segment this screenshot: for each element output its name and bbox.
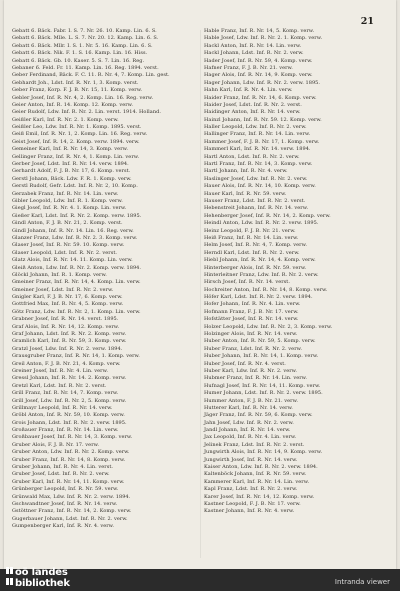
list-entry: Gruber Josef, Ldst. Inf. R. Nr. 2. verw. [12, 471, 110, 478]
list-entry: Jäger Franz, Inf. R. Nr. 59, 6. Komp. verw. [204, 412, 313, 419]
list-entry: Geber Franz, Korp. F. J. B. Nr. 15, 11. Komp. verw. [12, 87, 143, 94]
list-entry: Gerstl Johann, Bäck. Ldw. F. R. 1. Komp. verw. [12, 175, 132, 182]
list-entry: Karer Josef, Inf. R. Nr. 14, 12. Komp. verw. [204, 493, 315, 500]
list-entry: Gleiß Anton, Ldw. Inf. R. Nr. 2. Komp. verw. 1894. [12, 264, 142, 271]
list-entry: Gebatt 6. Bäck. Gb. 10. Kaser. 5. S. 7. Lin. 16. Reg. [12, 57, 145, 64]
list-entry: Hebenstreit Johann, Inf. R. Nr. 14. verw. [204, 205, 309, 212]
list-entry: Graf Alois, Inf. R. Nr. 14, 12. Komp. verw. [12, 323, 120, 330]
list-entry: Grois Johann, Ldst. Inf. R. Nr. 2. verw. 1895. [12, 419, 127, 426]
list-entry: Grabner Josef, Inf. R. Nr. 14. verst. 1895. [12, 316, 119, 323]
list-entry: Hauser Franz, Ldst. Inf. R. Nr. 2. verst. [204, 197, 306, 204]
list-entry: Hofstätter Josef, Inf. R. Nr. 14. verw. [204, 316, 299, 323]
list-entry: Hader Josef, Inf. R. Nr. 59, 4. Komp. verw. [204, 57, 313, 64]
list-entry: Kastner Johann, Inf. R. Nr. 4. verw. [204, 508, 295, 515]
list-entry: Haidinger Anton, Inf. R. Nr. 14. verw. [204, 109, 301, 116]
list-entry: Hummer Anton, F. J. B. Nr. 21. verw. [204, 397, 298, 404]
list-entry: Hable Franz, Inf. R. Nr. 14, 5. Komp. verw. [204, 28, 315, 34]
list-entry: Großauer Franz, Inf. R. Nr. 14. Lin. verw. [12, 427, 119, 434]
list-entry: Gruber Anton, Ldw. Inf. R. Nr. 2. Komp. verw. [12, 449, 130, 456]
column-gutter [200, 30, 201, 558]
list-entry: Greiner Josef, Inf. R. Nr. 4. Lin. verw. [12, 367, 109, 374]
list-entry: Gebatt 6. Bäck. Fabr. I. S. 7. Nr. 26. 10. Kamp. Lin. 6. S. [12, 28, 157, 34]
list-entry: Gebler Josef, Inf. R. Nr. 4, 2. Komp. Lin. 16. Reg. verw. [12, 94, 154, 101]
list-entry: Hofmann Franz, F. J. B. Nr. 17. verw. [204, 308, 299, 315]
list-entry: Gmeiner Josef, Ldst. Inf. R. Nr. 2. verw. [12, 286, 114, 293]
list-entry: Grausgruber Franz, Inf. R. Nr. 14, 1. Komp. verw. [12, 353, 140, 360]
right-column [204, 28, 380, 516]
list-entry: Hiebl Johann, Inf. R. Nr. 14, 4. Komp. verw. [204, 257, 316, 264]
list-entry: Humer Johann, Ldst. Inf. R. Nr. 2. verw. 1895. [204, 390, 323, 397]
list-entry: Haider Josef, Ldst. Inf. R. Nr. 2. verst. [204, 101, 302, 108]
list-entry: Hager Alois, Inf. R. Nr. 14, 9. Komp. verw. [204, 72, 313, 79]
list-entry: Hubmer Franz, Inf. R. Nr. 14. Lin. verw. [204, 375, 308, 382]
list-entry: Grill Josef, Ldw. Inf. R. Nr. 2, 5. Komp. verw. [12, 397, 127, 404]
list-entry: Gindl Anton, F. J. B. Nr. 21, 2. Komp. verst. [12, 220, 123, 227]
list-entry: Haller Leopold, Ldw. Inf. R. Nr. 2. verw. [204, 124, 307, 131]
list-entry: Gindl Johann, Inf. R. Nr. 14. Lin. 16. Reg. verw. [12, 227, 134, 234]
list-entry: Jandl Johann, Inf. R. Nr. 14. verw. [204, 427, 291, 434]
list-entry: Gießer Karl, Ldst. Inf. R. Nr. 2. Komp. verw. 1895. [12, 212, 142, 219]
list-entry: Hauer Alois, Inf. R. Nr. 14, 10. Komp. verw. [204, 183, 316, 190]
list-entry: Hochreiter Anton, Inf. R. Nr. 14, 8. Komp. verw. [204, 286, 328, 293]
list-entry: Holzer Leopold, Ldw. Inf. R. Nr. 2, 3. Komp. verw. [204, 323, 333, 330]
list-entry: Gugerbauer Johann, Ldst. Inf. R. Nr. 2. verw. [12, 515, 128, 522]
list-entry: Gruber Karl, Inf. R. Nr. 14, 11. Komp. verw. [12, 478, 125, 485]
list-entry: Jelinek Franz, Ldst. Inf. R. Nr. 2. verst. [204, 441, 305, 448]
list-entry: Kaiser Anton, Ldw. Inf. R. Nr. 2. verw. 1894. [204, 464, 318, 471]
list-entry: Grill Franz, Inf. R. Nr. 14, 7. Komp. verw. [12, 390, 119, 397]
list-entry: Gibler Leopold, Ldw. Inf. R. 1. Komp. verw. [12, 197, 123, 204]
list-entry: Giegl Josef, Inf. R. Nr. 4. 1. Komp. Lin. verw. [12, 205, 127, 212]
list-entry: Gruber Johann, Inf. R. Nr. 4. Lin. verst. [12, 464, 114, 471]
list-entry: Holzinger Alois, Inf. R. Nr. 14. verw. [204, 331, 298, 338]
list-entry: Hager Johann, Ldw. Inf. R. Nr. 2. verw. 1895. [204, 79, 321, 86]
list-entry: Gebatt 6. Bäck. Mlle. L. S. 7. Nr. 20. 12. Kamp. Lin. 6. S. [12, 35, 159, 42]
list-entry: Gruber Franz, Inf. R. Nr. 14, 8. Komp. verw. [12, 456, 126, 463]
list-entry: Hainzl Johann, Inf. R. Nr. 59. 12. Komp. verw. [204, 116, 322, 123]
viewer-label: Intranda viewer [334, 578, 390, 586]
list-entry: Kapl Franz, Ldst. Inf. R. Nr. 2. verw. [204, 486, 298, 493]
left-column [12, 28, 188, 531]
scanned-page [4, 0, 396, 570]
list-entry: Glaser Josef, Inf. R. Nr. 59. 10. Komp. verw. [12, 242, 125, 249]
list-entry: Gebatt 6. Bäck. Nik. F. 1. S. 16. Kamp. Lin. 16. Hiss. [12, 50, 148, 57]
list-entry: Hinterberger Alois, Inf. R. Nr. 59. verw. [204, 264, 307, 271]
logo-mark-icon [6, 567, 13, 574]
list-entry: Herndl Karl, Ldst. Inf. R. Nr. 2. verw. [204, 249, 300, 256]
list-entry: Gumpenberger Karl, Inf. R. Nr. 4. verw. [12, 523, 115, 530]
list-entry: Hartl Johann, Inf. R. Nr. 4. verw. [204, 168, 288, 175]
list-entry: Helm Josef, Inf. R. Nr. 4, 7. Komp. verw. [204, 242, 307, 249]
list-entry: Heinz Leopold, F. J. B. Nr. 21. verw. [204, 227, 296, 234]
logo-text-line1: oö landes [15, 567, 68, 578]
viewer-footer [0, 569, 400, 591]
list-entry: Hahn Karl, Inf. R. Nr. 4. Lin. verw. [204, 87, 293, 94]
list-entry: Glöckl Johann, Inf. R. 1. Komp. verw. [12, 271, 107, 278]
list-entry: Hutterer Karl, Inf. R. Nr. 14. verw. [204, 404, 293, 411]
list-entry: Hartl Franz, Inf. R. Nr. 14, 3. Komp. verw. [204, 161, 313, 168]
list-entry: Gebhardt Joh., Ldst. Inf. R. Nr. 1, 3. Komp. verst. [12, 79, 139, 86]
list-entry: Geier Rudolf, Ldw. Inf. R. Nr. 2. Lin. verst. 1914. Holland. [12, 109, 161, 116]
list-entry: Hehenberger Josef, Inf. R. Nr. 14, 2. Komp. verw. [204, 212, 331, 219]
list-entry: Gellinger Franz, Inf. R. Nr. 4, 1. Komp. Lin. verw. [12, 153, 140, 160]
list-entry: Jungwirth Josef, Inf. R. Nr. 14. verw. [204, 456, 298, 463]
list-entry: Graf Johann, Ldst. Inf. R. Nr. 2. Komp. verw. [12, 331, 127, 338]
list-entry: Glaser Leopold, Ldst. Inf. R. Nr. 2. verst. [12, 249, 118, 256]
list-entry: Gramlich Karl, Inf. R. Nr. 59, 3. Komp. verw. [12, 338, 127, 345]
list-entry: Geist Josef, Inf. R. 14, 2. Komp. verw. 1894. verw. [12, 138, 140, 145]
list-entry: Gratzl Josef, Ldw. Inf. R. Nr. 2. verw. 1894. [12, 345, 123, 352]
list-entry: Huber Anton, Inf. R. Nr. 59, 5. Komp. verw. [204, 338, 316, 345]
list-entry: Gottfried Max, Inf. R. Nr. 4, 5. Komp. verw. [12, 301, 124, 308]
list-entry: Gruber Alois, F. J. B. Nr. 17. verw. [12, 441, 100, 448]
list-entry: Hallinger Franz, Inf. R. Nr. 14. Lin. verw. [204, 131, 311, 138]
list-entry: Jax Leopold, Inf. R. Nr. 4. Lin. verw. [204, 434, 297, 441]
list-entry: Hammerl Karl, Inf. R. Nr. 14. verw. 1894. [204, 146, 311, 153]
list-entry: Jahn Josef, Ldw. Inf. R. Nr. 2. verw. [204, 419, 294, 426]
list-entry: Hinterleitner Franz, Ldw. Inf. R. Nr. 2. verw. [204, 271, 319, 278]
list-entry: Haider Franz, Inf. R. Nr. 14, 6. Komp. verw. [204, 94, 317, 101]
list-entry: Geiß Emil, Inf. R. Nr. 1, 2. Komp. Lin. 16. Reg. verw. [12, 131, 148, 138]
list-entry: Haslinger Josef, Ldw. Inf. R. Nr. 2. verw. [204, 175, 308, 182]
list-entry: Gnigler Karl, F. J. B. Nr. 17, 6. Komp. verw. [12, 294, 123, 301]
list-entry: Hammer Josef, F. J. B. Nr. 17, 1. Komp. verw. [204, 138, 320, 145]
list-entry: Gschwandtner Josef, Inf. R. Nr. 14. verw. [12, 501, 118, 507]
list-entry: Hufnagl Josef, Inf. R. Nr. 14, 11. Komp. verw. [204, 382, 321, 389]
list-entry: Hackl Johann, Ldst. Inf. R. Nr. 2. verw. [204, 50, 304, 57]
list-entry: Gröbl Anton, Inf. R. Nr. 59, 10. Komp. verw. [12, 412, 125, 419]
list-entry: Geißler Karl, Inf. R. Nr. 2. 1. Komp. verw. [12, 116, 119, 123]
list-entry: Gerhardt Adolf, F. J. B. Nr. 17, 6. Komp. verst. [12, 168, 131, 175]
list-entry: Gerzabek Franz, Inf. R. Nr. 14. Lin. verw. [12, 190, 119, 197]
list-entry: Grünberger Leopold, Inf. R. Nr. 59. verw. [12, 486, 119, 493]
list-entry: Hirsch Josef, Inf. R. Nr. 14. verst. [204, 279, 290, 286]
list-entry: Gretzl Karl, Ldst. Inf. R. Nr. 2. verst. [12, 382, 107, 389]
list-entry: Huber Josef, Inf. R. Nr. 4. verst. [204, 360, 286, 367]
list-entry: Grillmayr Leopold, Inf. R. Nr. 14. verw. [12, 404, 113, 411]
list-entry: Götz Franz, Ldw. Inf. R. Nr. 2, 1. Komp. Lin. verw. [12, 308, 141, 315]
list-entry: Hable Josef, Ldw. Inf. R. Nr. 2. 1. Komp. verw. [204, 35, 323, 42]
list-entry: Jungwirth Alois, Inf. R. Nr. 14, 9. Komp. verw. [204, 449, 323, 456]
list-entry: Gerstl Rudolf, Gefr. Ldst. Inf. R. Nr. 2, 10. Komp. [12, 183, 138, 190]
list-entry: Hauer Karl, Inf. R. Nr. 59. verw. [204, 190, 287, 197]
list-entry: Kammerer Karl, Inf. R. Nr. 14. Lin. verw. [204, 478, 310, 485]
list-entry: Glanzer Franz, Ldw. Inf. R. Nr. 2. 3. Komp. verw. [12, 234, 138, 241]
list-entry: Geber Ferdinand, Bäck. F. C. 11. R. Nr. 4, 7. Komp. Lin. gest. [12, 72, 170, 79]
list-entry: Hackl Anton, Inf. R. Nr. 14. Lin. verw. [204, 42, 302, 49]
list-entry: Gebaner 6. Feld. Fr. 11. Kamp. Lin. 16. Reg. 1894. verst. [12, 64, 159, 71]
page-number: 21 [360, 16, 374, 27]
list-entry: Gebatt 6. Bäck. Mllr. I. S. 1. Nr. 5. 16. Kamp. Lin. 6. S. [12, 42, 153, 49]
list-entry: Geißler Leo, Ldw. Inf. R. Nr. 1. Komp. 1895. verst. [12, 124, 142, 131]
list-entry: Huber Johann, Inf. R. Nr. 14, 1. Komp. verw. [204, 353, 319, 360]
list-entry: Heindl Anton, Ldw. Inf. R. Nr. 2. verw. 1895. [204, 220, 319, 227]
list-entry: Greil Anton, F. J. B. Nr. 21, 4. Komp. verw. [12, 360, 121, 367]
list-entry: Kaltenböck Johann, Inf. R. Nr. 59. verw. [204, 471, 307, 478]
list-entry: Gstöttner Franz, Inf. R. Nr. 14, 2. Komp. verw. [12, 508, 132, 515]
list-entry: Glatz Alois, Inf. R. Nr. 14. 11. Komp. Lin. verw. [12, 257, 133, 264]
logo-text-line2: bibliothek [15, 578, 70, 589]
library-logo[interactable] [6, 567, 70, 589]
list-entry: Hafner Franz, F. J. B. Nr. 21. verw. [204, 64, 293, 71]
logo-mark-icon [6, 578, 13, 585]
list-entry: Kastner Leopold, F. J. B. Nr. 17. verw. [204, 501, 301, 507]
list-entry: Huber Franz, Ldst. Inf. R. Nr. 2. verw. [204, 345, 303, 352]
list-entry: Höfer Karl, Ldst. Inf. R. Nr. 2. verw. 1894. [204, 294, 313, 301]
list-entry: Hofer Johann, Inf. R. Nr. 4. Lin. verw. [204, 301, 301, 308]
list-entry: Gerber Josef, Ldst. Inf. R. Nr. 14. verw. 1894. [12, 161, 129, 168]
list-entry: Gressl Johann, Inf. R. Nr. 14. 2. Komp. verw. [12, 375, 127, 382]
list-entry: Geier Anton, Inf. R. 14. Komp. 12. Komp. verw. [12, 101, 134, 108]
list-entry: Gemeiner Karl, Inf. R. Nr. 14, 3. Komp. verw. [12, 146, 129, 153]
list-entry: Huber Karl, Ldw. Inf. R. Nr. 2. verw. [204, 367, 298, 374]
list-entry: Grünwald Max, Ldw. Inf. R. Nr. 2. verw. 1894. [12, 493, 131, 500]
list-entry: Gmeiner Franz, Inf. R. Nr. 14, 4. Komp. Lin. verw. [12, 279, 141, 286]
list-entry: Heiß Franz, Inf. R. Nr. 14. Lin. verw. [204, 234, 299, 241]
list-entry: Hartl Anton, Ldst. Inf. R. Nr. 2. verw. [204, 153, 300, 160]
list-entry: Großbauer Josef, Inf. R. Nr. 14, 3. Komp. verw. [12, 434, 133, 441]
